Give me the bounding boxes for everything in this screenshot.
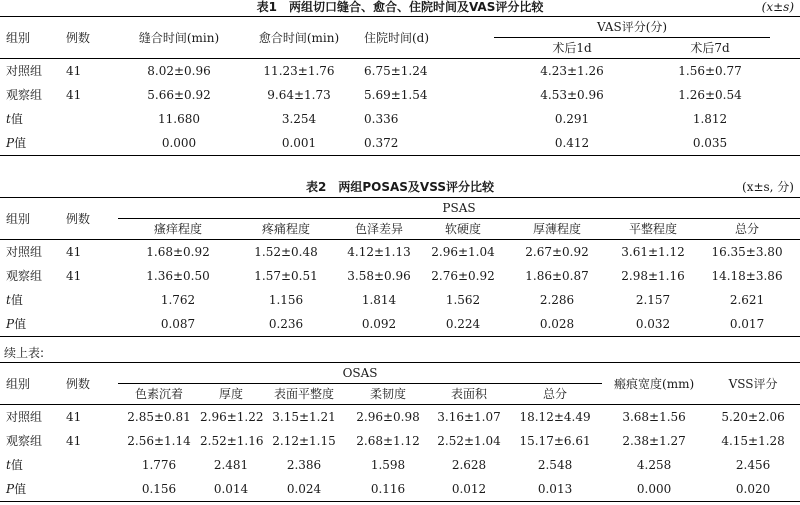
cell: 0.087 — [118, 312, 238, 337]
table2-unit: (x±s, 分) — [742, 180, 794, 194]
t2-r1-n: 41 — [66, 269, 82, 283]
t3-h-area: 表面积 — [430, 384, 508, 405]
t2-h-itch: 瘙痒程度 — [118, 219, 238, 240]
t2-h-hard: 软硬度 — [424, 219, 502, 240]
cell: 2.96±0.98 — [356, 410, 420, 424]
cell: 4.12±1.13 — [347, 245, 411, 259]
cell: 3.16±1.07 — [437, 410, 501, 424]
cell: 0.336 — [364, 112, 399, 126]
cell: 0.028 — [502, 312, 612, 337]
t2-h-total: 总分 — [694, 219, 800, 240]
table2 — [0, 197, 800, 337]
t1-h-group: 组别 — [0, 17, 60, 59]
cell: 3.61±1.12 — [621, 245, 685, 259]
cell: 1.598 — [370, 458, 406, 472]
t1-h-vas-7d: 术后7d — [650, 38, 770, 59]
t3-r3-group: P值 — [0, 477, 60, 502]
cell: 1.36±0.50 — [146, 269, 210, 283]
t2-r1-group: 观察组 — [6, 269, 43, 283]
cell: 0.000 — [602, 477, 706, 502]
t3-r1-n: 41 — [66, 434, 82, 448]
cell: 2.628 — [451, 458, 487, 472]
t1-r1-n: 41 — [66, 88, 82, 102]
cell — [60, 312, 118, 337]
cell: 0.017 — [694, 312, 800, 337]
t2-h-thick: 厚薄程度 — [502, 219, 612, 240]
t2-h-color: 色泽差异 — [334, 219, 424, 240]
table-row — [0, 131, 800, 156]
t2-r0-n: 41 — [66, 245, 82, 259]
t3-h-pigment: 色素沉着 — [118, 384, 200, 405]
cell: 5.69±1.54 — [364, 88, 428, 102]
cell: 1.562 — [445, 293, 481, 307]
cell: 4.15±1.28 — [721, 434, 785, 448]
cell: 1.57±0.51 — [254, 269, 318, 283]
t2-h-pain: 疼痛程度 — [238, 219, 334, 240]
table-row — [0, 83, 800, 107]
cell — [60, 477, 118, 502]
t3-r2-group: t值 — [6, 458, 23, 472]
t1-h-heal: 愈合时间(min) — [240, 17, 358, 59]
cell: 0.013 — [508, 477, 602, 502]
cell: 3.254 — [281, 112, 317, 126]
t3-h-total: 总分 — [508, 384, 602, 405]
cell: 2.286 — [539, 293, 575, 307]
cell — [60, 288, 118, 312]
cell: 0.014 — [200, 477, 262, 502]
table-row — [0, 453, 800, 477]
cell: 5.66±0.92 — [147, 88, 211, 102]
cell: 6.75±1.24 — [364, 64, 428, 78]
t1-r2-group: t值 — [6, 112, 23, 126]
t2-h-group: 组别 — [0, 198, 60, 240]
cell: 3.58±0.96 — [347, 269, 411, 283]
table1 — [0, 16, 800, 156]
cell: 0.012 — [430, 477, 508, 502]
cell: 2.85±0.81 — [127, 410, 191, 424]
t2-h-n: 例数 — [60, 198, 118, 240]
table1-caption: 表1 两组切口缝合、愈合、住院时间及VAS评分比较 — [256, 0, 544, 14]
cell: 1.26±0.54 — [678, 88, 742, 102]
t1-r1-group: 观察组 — [6, 88, 43, 102]
cell: 0.020 — [706, 477, 800, 502]
t1-h-blank — [770, 17, 800, 59]
cell: 16.35±3.80 — [711, 245, 783, 259]
cell: 2.456 — [735, 458, 771, 472]
table2-continued — [0, 362, 800, 502]
cell: 15.17±6.61 — [519, 434, 591, 448]
table-row — [0, 264, 800, 288]
cell: 2.38±1.27 — [622, 434, 686, 448]
t2-h-flat: 平整程度 — [612, 219, 694, 240]
table-row — [0, 312, 800, 337]
cell: 14.18±3.86 — [711, 269, 783, 283]
table-row — [0, 288, 800, 312]
cell: 4.23±1.26 — [540, 64, 604, 78]
cell: 2.96±1.04 — [431, 245, 495, 259]
cell: 0.224 — [424, 312, 502, 337]
t1-h-vas: VAS评分(分) — [494, 17, 770, 38]
t2-r2-group: t值 — [6, 293, 23, 307]
cell: 9.64±1.73 — [267, 88, 331, 102]
t1-h-n: 例数 — [60, 17, 118, 59]
cell: 2.76±0.92 — [431, 269, 495, 283]
cell: 11.680 — [158, 112, 200, 126]
cell: 1.762 — [160, 293, 196, 307]
cell: 4.53±0.96 — [540, 88, 604, 102]
t1-h-suture: 缝合时间(min) — [118, 17, 240, 59]
table-row — [0, 429, 800, 453]
cell: 11.23±1.76 — [263, 64, 335, 78]
cell: 0.035 — [650, 131, 770, 156]
cell: 1.156 — [268, 293, 304, 307]
t3-h-width: 瘢痕宽度(mm) — [602, 363, 706, 405]
t3-h-pliable: 柔韧度 — [346, 384, 430, 405]
table-row — [0, 477, 800, 502]
cell: 1.68±0.92 — [146, 245, 210, 259]
table-row — [0, 107, 800, 131]
cell: 2.96±1.22 — [200, 410, 264, 424]
table1-unit: (x±s) — [761, 0, 794, 14]
table-row — [0, 240, 800, 265]
t2-h-psas: PSAS — [118, 198, 800, 219]
table-row — [0, 59, 800, 84]
t1-r3-group: P值 — [0, 131, 60, 156]
t3-r0-n: 41 — [66, 410, 82, 424]
cell: 1.812 — [692, 112, 728, 126]
cell: 0.156 — [118, 477, 200, 502]
cell: 0.291 — [554, 112, 590, 126]
cell: 0.116 — [346, 477, 430, 502]
cell: 1.52±0.48 — [254, 245, 318, 259]
cell: 1.56±0.77 — [678, 64, 742, 78]
cell: 3.15±1.21 — [272, 410, 336, 424]
cell: 0.236 — [238, 312, 334, 337]
cell: 2.386 — [286, 458, 322, 472]
cell: 1.86±0.87 — [525, 269, 589, 283]
t3-h-vss: VSS评分 — [706, 363, 800, 405]
t3-h-group: 组别 — [0, 363, 60, 405]
cell — [60, 453, 118, 477]
cell — [60, 131, 118, 156]
cell: 3.68±1.56 — [622, 410, 686, 424]
t3-h-osas: OSAS — [118, 363, 602, 384]
cell: 8.02±0.96 — [147, 64, 211, 78]
t3-h-thick: 厚度 — [200, 384, 262, 405]
cell: 0.001 — [240, 131, 358, 156]
t3-h-n: 例数 — [60, 363, 118, 405]
cell: 0.412 — [494, 131, 650, 156]
cell: 2.621 — [729, 293, 765, 307]
t1-h-vas-1d: 术后1d — [494, 38, 650, 59]
cell: 4.258 — [636, 458, 672, 472]
cell: 2.98±1.16 — [621, 269, 685, 283]
cell: 2.12±1.15 — [272, 434, 336, 448]
t2-r0-group: 对照组 — [6, 245, 43, 259]
cell: 2.481 — [213, 458, 249, 472]
cell: 2.52±1.16 — [200, 434, 264, 448]
cell: 2.68±1.12 — [356, 434, 420, 448]
t3-h-surface: 表面平整度 — [262, 384, 346, 405]
cell: 2.548 — [537, 458, 573, 472]
cell: 1.814 — [361, 293, 397, 307]
table-row — [0, 405, 800, 430]
cell: 1.776 — [141, 458, 177, 472]
table2-caption: 表2 两组POSAS及VSS评分比较 — [306, 180, 494, 194]
cell: 0.032 — [612, 312, 694, 337]
cell: 2.67±0.92 — [525, 245, 589, 259]
t1-r0-group: 对照组 — [6, 64, 43, 78]
cell: 5.20±2.06 — [721, 410, 785, 424]
t1-r0-n: 41 — [66, 64, 82, 78]
t3-r0-group: 对照组 — [6, 410, 43, 424]
cell: 0.092 — [334, 312, 424, 337]
cell: 2.52±1.04 — [437, 434, 501, 448]
t3-r1-group: 观察组 — [6, 434, 43, 448]
t1-h-stay: 住院时间(d) — [358, 17, 494, 59]
cell: 18.12±4.49 — [519, 410, 591, 424]
t2-r3-group: P值 — [0, 312, 60, 337]
cell: 0.000 — [118, 131, 240, 156]
cell: 0.024 — [262, 477, 346, 502]
cell: 2.56±1.14 — [127, 434, 191, 448]
continued-label: 续上表: — [4, 346, 45, 360]
cell — [60, 107, 118, 131]
cell: 0.372 — [358, 131, 494, 156]
cell: 2.157 — [635, 293, 671, 307]
